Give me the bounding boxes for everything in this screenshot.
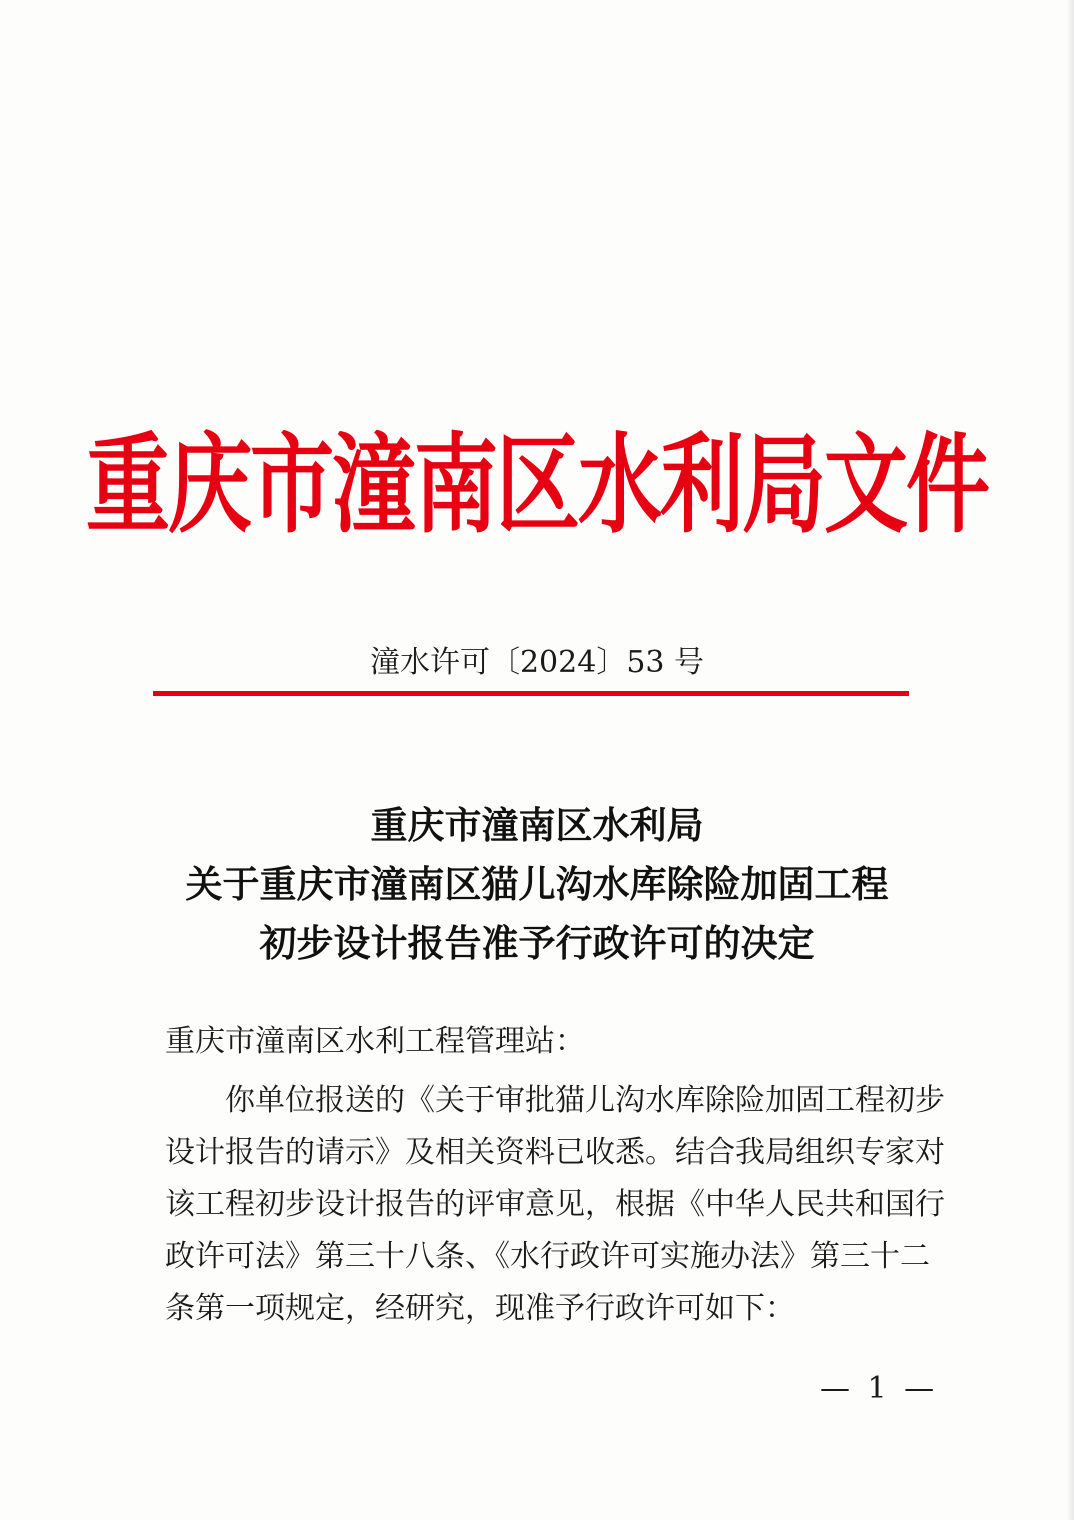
body-line: 设计报告的请示》及相关资料已收悉。结合我局组织专家对	[165, 1135, 945, 1170]
body-line: 你单位报送的《关于审批猫儿沟水库除险加固工程初步	[225, 1083, 945, 1118]
body-line: 条第一项规定，经研究，现准予行政许可如下：	[165, 1291, 795, 1326]
title-line: 关于重庆市潼南区猫儿沟水库除险加固工程	[185, 862, 889, 906]
issuer-header-title: 重庆市潼南区水利局文件	[85, 422, 988, 548]
title-line: 重庆市潼南区水利局	[370, 803, 704, 847]
scan-edge	[1066, 0, 1074, 1520]
document-number: 潼水许可〔2024〕53 号	[369, 645, 705, 680]
recipient-line: 重庆市潼南区水利工程管理站：	[165, 1024, 585, 1059]
body-line: 该工程初步设计报告的评审意见，根据《中华人民共和国行	[165, 1187, 945, 1222]
body-line: 政许可法》第三十八条、《水行政许可实施办法》第三十二	[165, 1239, 930, 1274]
red-separator-line	[153, 691, 909, 696]
document-title	[100, 796, 974, 973]
page-number: — 1 —	[820, 1371, 939, 1406]
body-paragraph	[165, 1075, 945, 1335]
title-line: 初步设计报告准予行政许可的决定	[259, 921, 815, 965]
